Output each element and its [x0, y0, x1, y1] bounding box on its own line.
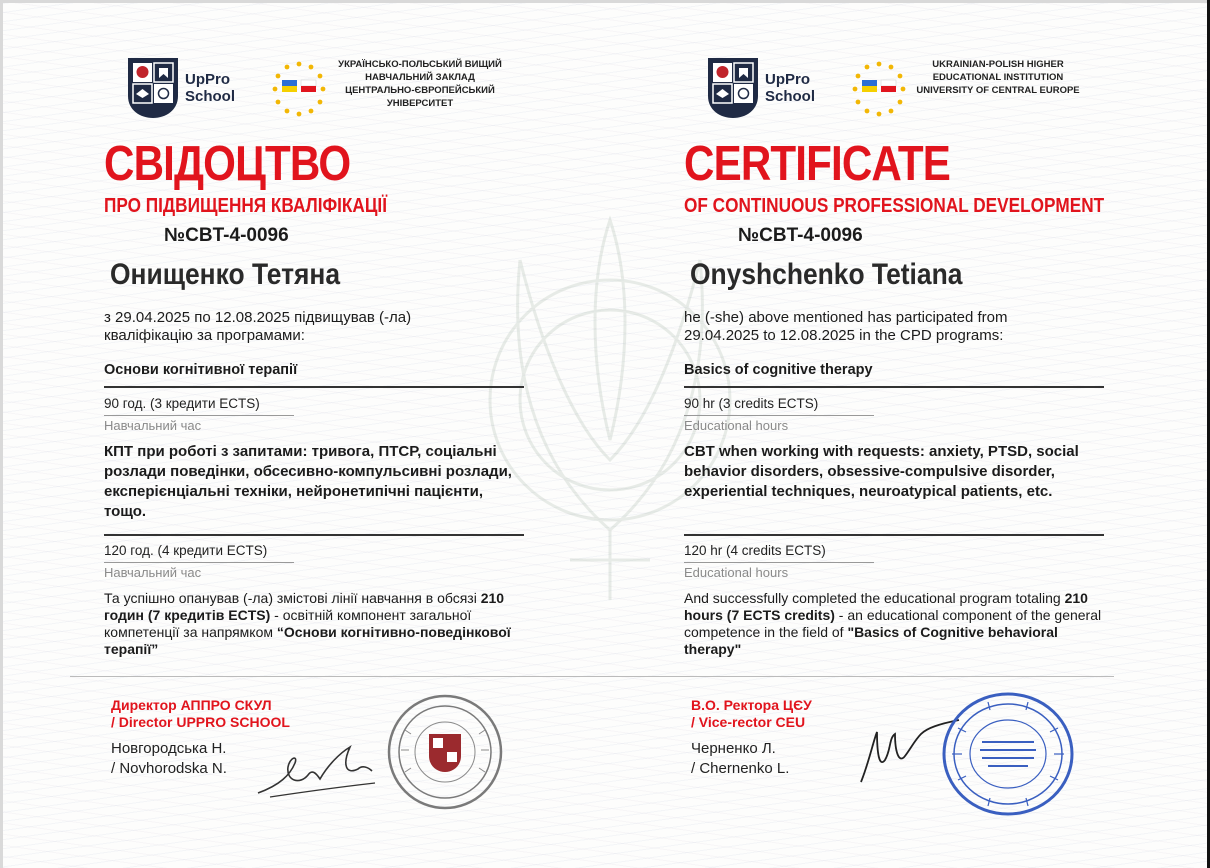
summary-total: 210 hours (7 ECTS credits)	[684, 590, 1088, 623]
divider	[684, 415, 874, 416]
hours-label: Навчальний час	[104, 418, 202, 433]
program-hours: 90 hr (3 credits ECTS)	[684, 396, 819, 411]
period-text: he (-she) above mentioned has participated from 29.04.2025 to 12.08.2025 in the CPD programs:	[684, 309, 1008, 344]
divider	[104, 534, 524, 536]
signature-divider	[70, 676, 1114, 677]
certificate-title: CERTIFICATE	[684, 137, 950, 191]
completion-summary	[104, 590, 534, 658]
program-title: Основи когнітивної терапії	[104, 362, 298, 378]
period-text: з 29.04.2025 по 12.08.2025 підвищував (-ла) кваліфікацію за програмами:	[104, 309, 412, 344]
divider	[684, 562, 874, 563]
uppro-logo	[126, 56, 235, 120]
divider	[104, 415, 294, 416]
holder-name: Onyshchenko Tetiana	[690, 258, 963, 291]
hours-label: Educational hours	[684, 565, 789, 580]
logo-line: School	[185, 88, 236, 105]
summary-field: "Basics of Cognitive behavioral therapy"	[684, 624, 1058, 657]
logo-line: UpPro	[765, 71, 810, 88]
university-name: УКРАЇНСЬКО-ПОЛЬСЬКИЙ ВИЩИЙ НАВЧАЛЬНИЙ ЗАКЛАД ЦЕНТРАЛЬНО-ЄВРОПЕЙСЬКИЙ УНІВЕРСИТЕТ	[338, 59, 502, 109]
eu-stars-flags-icon	[848, 58, 910, 120]
certificate-subtitle: OF CONTINUOUS PROFESSIONAL DEVELOPMENT	[684, 195, 1105, 217]
program-title: CBT when working with requests: anxiety, PTSD, social behavior disorders, obsessive-compulsive disorder, experiential techniques, neuroatypical patients, etc.	[684, 443, 1079, 500]
hours-label: Навчальний час	[104, 565, 202, 580]
logo-line: UpPro	[185, 71, 230, 88]
summary-text: - освітній компонент загальної компетенції за напрямком	[104, 607, 472, 640]
signer-role: В.О. Ректора ЦЄУ / Vice-rector CEU	[691, 697, 812, 730]
uppro-shield-icon	[706, 56, 760, 120]
signer-name: Новгородська Н. / Novhorodska N.	[111, 740, 227, 777]
divider	[684, 534, 1104, 536]
summary-text: Та успішно опанував (-ла) змістові лінії навчання в обсязі	[104, 590, 481, 606]
divider	[684, 386, 1104, 388]
program-hours: 90 год. (3 кредити ECTS)	[104, 396, 260, 411]
page-edge	[0, 0, 1210, 3]
uppro-shield-icon	[126, 56, 180, 120]
program-hours: 120 hr (4 credits ECTS)	[684, 543, 826, 558]
university-name: UKRAINIAN-POLISH HIGHER EDUCATIONAL INSTITUTION UNIVERSITY OF CENTRAL EUROPE	[916, 59, 1080, 96]
certificate-subtitle: ПРО ПІДВИЩЕННЯ КВАЛІФІКАЦІЇ	[104, 195, 387, 217]
signature-icon	[250, 735, 385, 805]
summary-text: And successfully completed the educational program totaling	[684, 590, 1065, 606]
summary-field: “Основи когнітивно-поведінкової терапії”	[104, 624, 511, 657]
completion-summary	[684, 590, 1114, 658]
round-stamp-icon	[385, 690, 505, 815]
certificate-number: №CBT-4-0096	[164, 225, 289, 246]
divider	[104, 386, 524, 388]
uppro-logo	[706, 56, 815, 120]
summary-total: 210 годин (7 кредитів ECTS)	[104, 590, 505, 623]
eu-stars-flags-icon	[268, 58, 330, 120]
signer-role: Директор АППРО СКУЛ / Director UPPRO SCHOOL	[111, 697, 290, 730]
signer-name: Черненко Л. / Chernenko L.	[691, 740, 790, 777]
logo-wordmark	[765, 71, 815, 105]
summary-text: - an educational component of the general competence in the field of	[684, 607, 1102, 640]
divider	[104, 562, 294, 563]
certificate-title: СВІДОЦТВО	[104, 137, 351, 191]
certificate-number: №CBT-4-0096	[738, 225, 863, 246]
program-title: КПТ при роботі з запитами: тривога, ПТСР, соціальні розлади поведінки, обсесивно-компульсивні розлади, експерієнціальні техніки, нейронетипічні пацієнти, тощо.	[104, 443, 512, 520]
logo-wordmark	[185, 71, 235, 105]
hours-label: Educational hours	[684, 418, 789, 433]
page-edge	[0, 0, 3, 868]
program-hours: 120 год. (4 кредити ECTS)	[104, 543, 268, 558]
program-title: Basics of cognitive therapy	[684, 362, 873, 378]
holder-name: Онищенко Тетяна	[110, 258, 341, 291]
logo-line: School	[765, 88, 816, 105]
round-stamp-icon	[938, 688, 1078, 820]
